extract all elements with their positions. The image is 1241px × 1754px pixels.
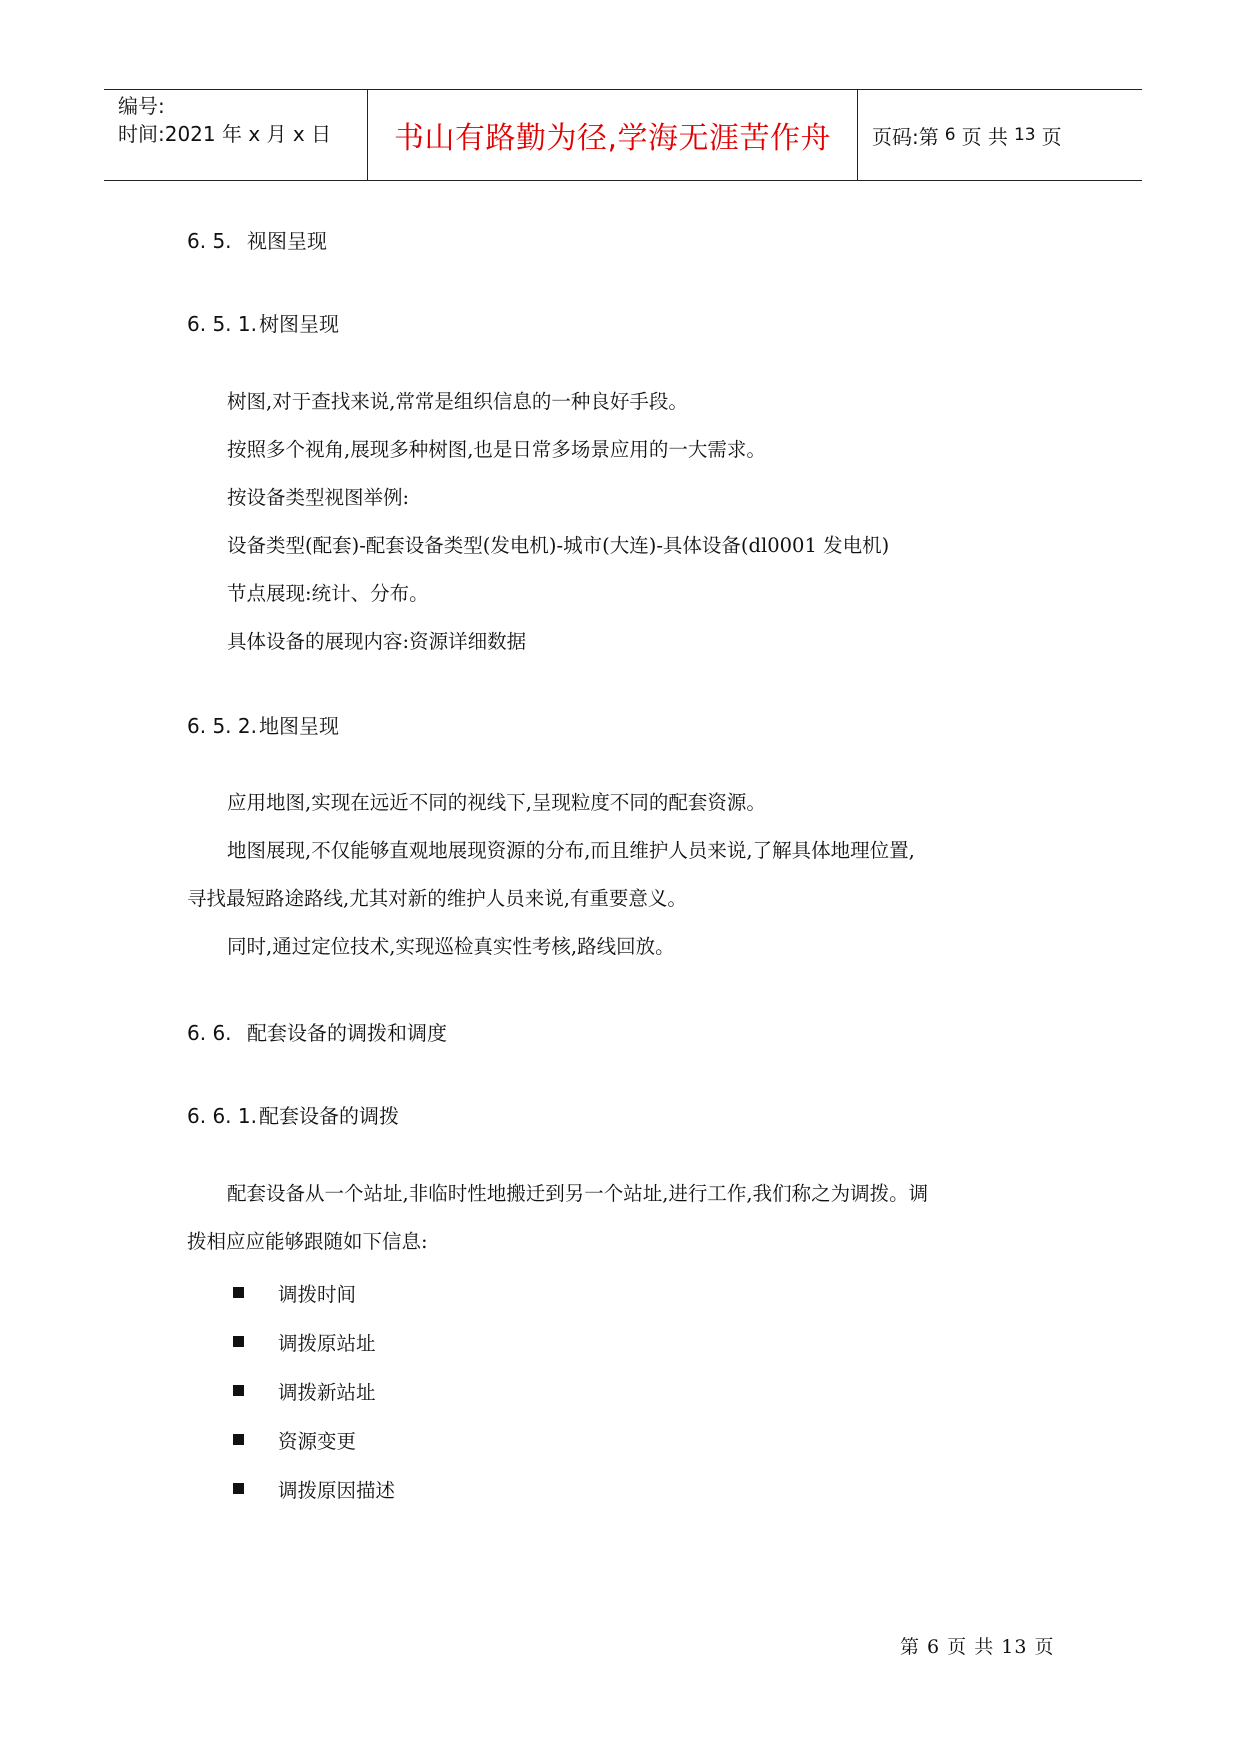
paragraph-line: 按设备类型视图举例: bbox=[227, 486, 410, 509]
page-total: 13 bbox=[1013, 125, 1036, 145]
map-view-paragraph bbox=[187, 779, 1055, 971]
square-bullet-icon bbox=[233, 1434, 244, 1445]
page-header bbox=[104, 89, 1142, 181]
square-bullet-icon bbox=[233, 1483, 244, 1494]
header-motto: 书山有路勤为径,学海无涯苦作舟 bbox=[368, 90, 858, 180]
section-number: 6. 6. 1. bbox=[187, 1104, 257, 1128]
paragraph-line: 设备类型(配套)-配套设备类型(发电机)-城市(大连)-具体设备(dl0001 发电机) bbox=[227, 534, 890, 557]
list-item: 调拨新站址 bbox=[233, 1366, 395, 1415]
section-title: 地图呈现 bbox=[259, 714, 339, 738]
list-item: 调拨原站址 bbox=[233, 1317, 395, 1366]
section-number: 6. 6. bbox=[187, 1021, 232, 1045]
section-number: 6. 5. 1. bbox=[187, 312, 257, 336]
page-suffix: 页 bbox=[1041, 124, 1062, 149]
list-item: 调拨时间 bbox=[233, 1268, 395, 1317]
paragraph-line: 同时,通过定位技术,实现巡检真实性考核,路线回放。 bbox=[227, 935, 675, 958]
section-title: 配套设备的调拨 bbox=[259, 1104, 399, 1128]
paragraph-line: 应用地图,实现在远近不同的视线下,呈现粒度不同的配套资源。 bbox=[227, 791, 766, 814]
section-heading-6-5-1 bbox=[187, 308, 339, 337]
list-item: 调拨原因描述 bbox=[233, 1464, 395, 1513]
header-meta bbox=[104, 90, 368, 180]
section-heading-6-6 bbox=[187, 1017, 447, 1046]
section-number: 6. 5. bbox=[187, 229, 232, 253]
paragraph-line: 节点展现:统计、分布。 bbox=[227, 582, 429, 605]
page-current: 6 bbox=[944, 125, 956, 145]
paragraph-line: 地图展现,不仅能够直观地展现资源的分布,而且维护人员来说,了解具体地理位置, bbox=[227, 839, 915, 862]
paragraph-line: 树图,对于查找来说,常常是组织信息的一种良好手段。 bbox=[227, 390, 688, 413]
paragraph-line: 拨相应应能够跟随如下信息: bbox=[187, 1230, 428, 1253]
paragraph-line: 具体设备的展现内容:资源详细数据 bbox=[227, 630, 527, 653]
section-title: 视图呈现 bbox=[247, 229, 327, 253]
square-bullet-icon bbox=[233, 1385, 244, 1396]
section-heading-6-5-2 bbox=[187, 710, 339, 739]
page-footer: 第 6 页 共 13 页 bbox=[900, 1636, 1055, 1658]
section-heading-6-5 bbox=[187, 225, 327, 254]
page-prefix: 页码:第 bbox=[872, 124, 939, 149]
square-bullet-icon bbox=[233, 1287, 244, 1298]
paragraph-line: 寻找最短路途路线,尤其对新的维护人员来说,有重要意义。 bbox=[187, 887, 687, 910]
tree-view-paragraph bbox=[187, 378, 1055, 666]
allocation-info-list bbox=[233, 1268, 395, 1513]
paragraph-line: 配套设备从一个站址,非临时性地搬迁到另一个站址,进行工作,我们称之为调拨。调 bbox=[227, 1182, 929, 1205]
header-page-info bbox=[858, 90, 1142, 180]
section-number: 6. 5. 2. bbox=[187, 714, 257, 738]
document-time-label: 时间:2021 年 x 月 x 日 bbox=[118, 122, 332, 146]
allocation-paragraph bbox=[187, 1170, 1055, 1266]
square-bullet-icon bbox=[233, 1336, 244, 1347]
list-item: 资源变更 bbox=[233, 1415, 395, 1464]
page-mid: 页 共 bbox=[961, 124, 1008, 149]
section-title: 树图呈现 bbox=[259, 312, 339, 336]
section-heading-6-6-1 bbox=[187, 1100, 399, 1129]
paragraph-line: 按照多个视角,展现多种树图,也是日常多场景应用的一大需求。 bbox=[227, 438, 766, 461]
section-title: 配套设备的调拨和调度 bbox=[247, 1021, 447, 1045]
document-number-label: 编号: bbox=[118, 94, 165, 118]
